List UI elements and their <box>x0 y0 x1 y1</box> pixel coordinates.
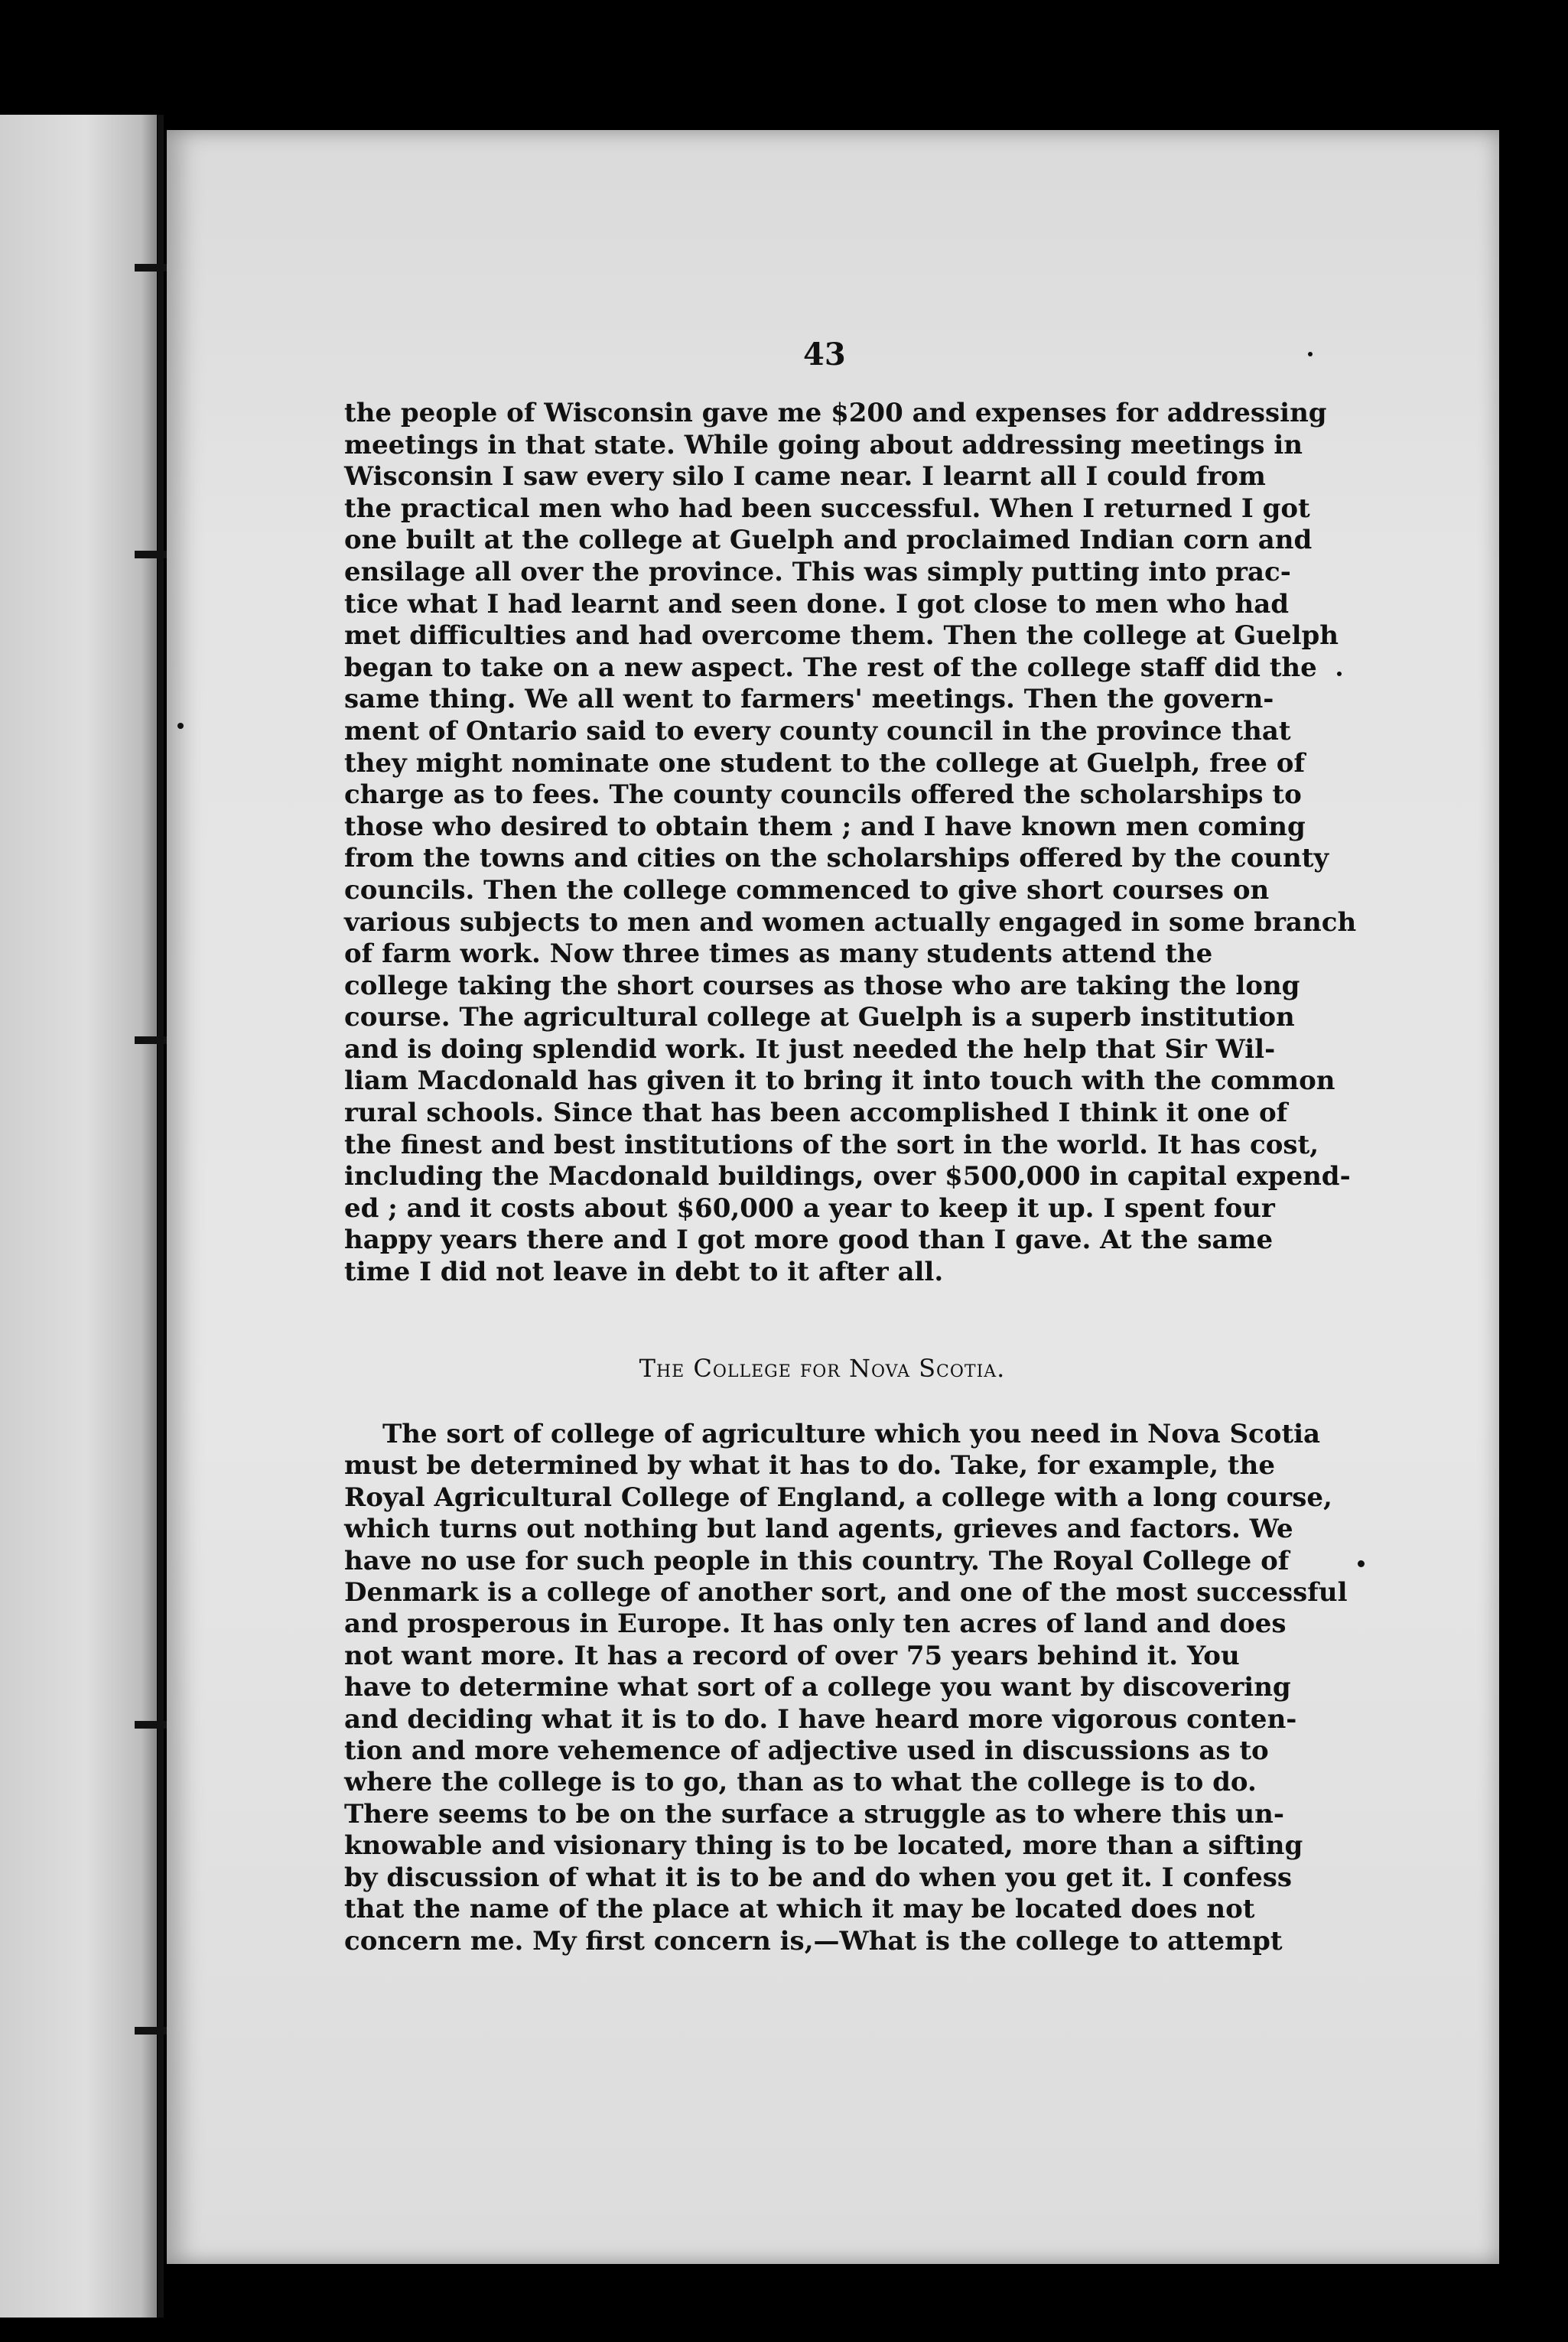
text-line: Royal Agricultural College of England, a college with a long course, <box>344 1482 1332 1513</box>
text-line: which turns out nothing but land agents, grieves and factors. We <box>344 1514 1293 1545</box>
text-line: have no use for such people in this country. The Royal College of <box>344 1545 1290 1576</box>
text-line: where the college is to go, than as to what the college is to do. <box>344 1767 1257 1798</box>
text-line: charge as to fees. The county councils offered the scholarships to <box>344 779 1302 811</box>
text-line: the practical men who had been successful. When I returned I got <box>344 493 1310 524</box>
text-line: Denmark is a college of another sort, and one of the most successful <box>344 1577 1348 1608</box>
text-line: one built at the college at Guelph and proclaimed Indian corn and <box>344 525 1313 556</box>
speck <box>177 723 184 729</box>
text-line: time I did not leave in debt to it after all. <box>344 1257 944 1288</box>
text-line: rural schools. Since that has been accomplished I think it one of <box>344 1098 1288 1129</box>
text-line: have to determine what sort of a college you want by discovering <box>344 1672 1291 1703</box>
body-paragraph-2 <box>344 1419 1348 1957</box>
text-line: and prosperous in Europe. It has only ten acres of land and does <box>344 1608 1287 1640</box>
text-line: concern me. My first concern is,—What is the college to attempt <box>344 1925 1283 1957</box>
facing-page-edge <box>0 115 157 2318</box>
text-line: from the towns and cities on the scholarships offered by the county <box>344 843 1329 874</box>
text-line: ed ; and it costs about $60,000 a year to keep it up. I spent four <box>344 1192 1275 1224</box>
text-line: the people of Wisconsin gave me $200 and expenses for addressing <box>344 398 1327 428</box>
text-line: meetings in that state. While going about addressing meetings in <box>344 429 1303 460</box>
text-line: councils. Then the college commenced to give short courses on <box>344 874 1270 906</box>
text-line: tion and more vehemence of adjective used in discussions as to <box>344 1735 1269 1767</box>
text-line: they might nominate one student to the college at Guelph, free of <box>344 747 1306 779</box>
speck <box>1358 1560 1365 1567</box>
text-line: There seems to be on the surface a struggle as to where this un- <box>344 1798 1284 1830</box>
binding-spine <box>158 115 164 2318</box>
speck <box>1337 672 1342 676</box>
section-heading: The College for Nova Scotia. <box>639 1354 1006 1383</box>
text-line: of farm work. Now three times as many students attend the <box>344 938 1213 970</box>
text-line: the finest and best institutions of the sort in the world. It has cost, <box>344 1129 1319 1160</box>
text-line: those who desired to obtain them ; and I have known men coming <box>344 811 1306 842</box>
body-paragraph-1 <box>344 398 1357 1289</box>
page-number: 43 <box>803 337 846 372</box>
text-line: happy years there and I got more good than I gave. At the same <box>344 1225 1274 1256</box>
text-line: same thing. We all went to farmers' meetings. Then the govern- <box>344 684 1274 715</box>
text-line: tice what I had learnt and seen done. I got close to men who had <box>344 588 1290 620</box>
speck <box>1308 352 1313 356</box>
text-line: and deciding what it is to do. I have heard more vigorous conten- <box>344 1703 1297 1735</box>
text-line: by discussion of what it is to be and do when you get it. I confess <box>344 1862 1293 1893</box>
text-line: liam Macdonald has given it to bring it into touch with the common <box>344 1065 1335 1097</box>
text-line: ensilage all over the province. This was simply putting into prac- <box>344 556 1291 587</box>
text-line: began to take on a new aspect. The rest of the college staff did the <box>344 652 1317 683</box>
text-line: must be determined by what it has to do. Take, for example, the <box>344 1450 1275 1482</box>
text-line: college taking the short courses as those who are taking the long <box>344 970 1300 1001</box>
text-line: and is doing splendid work. It just needed the help that Sir Wil- <box>344 1033 1276 1065</box>
text-line: Wisconsin I saw every silo I came near. I learnt all I could from <box>344 461 1266 493</box>
text-line: that the name of the place at which it may be located does not <box>344 1894 1255 1925</box>
text-line: course. The agricultural college at Guelph is a superb institution <box>344 1002 1295 1033</box>
text-line: ment of Ontario said to every county council in the province that <box>344 715 1291 747</box>
text-line: met difficulties and had overcome them. Then the college at Guelph <box>344 620 1339 652</box>
text-line: not want more. It has a record of over 75 years behind it. You <box>344 1640 1240 1671</box>
text-line: knowable and visionary thing is to be located, more than a sifting <box>344 1830 1303 1862</box>
text-line: various subjects to men and women actually engaged in some branch <box>344 906 1357 938</box>
text-line: The sort of college of agriculture which you need in Nova Scotia <box>382 1419 1321 1449</box>
text-line: including the Macdonald buildings, over $500,000 in capital expend- <box>344 1161 1351 1192</box>
